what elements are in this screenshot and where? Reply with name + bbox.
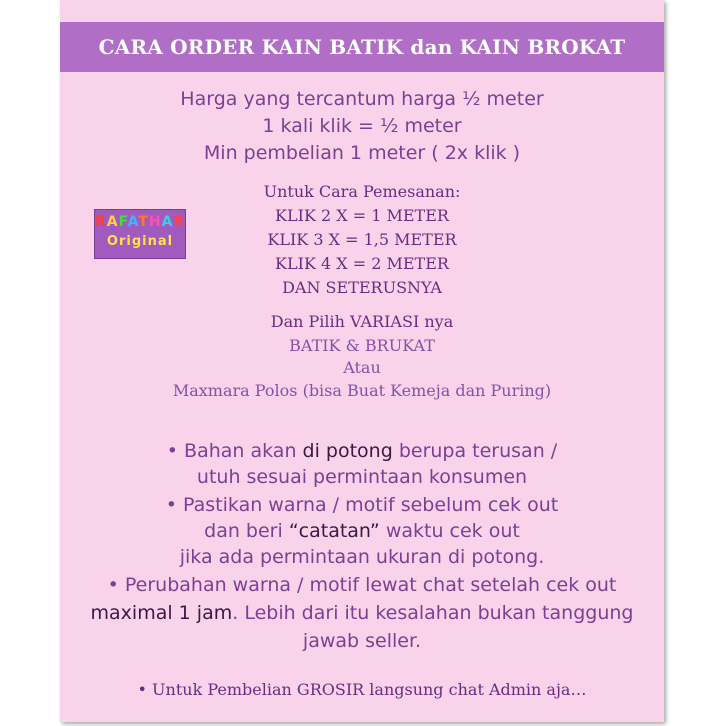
note-1-line-2: utuh sesuai permintaan konsumen	[196, 466, 528, 488]
note-1-line-1: • Bahan akan di potong berupa terusan /	[166, 440, 558, 462]
logo-line1: RAFATHAR	[95, 214, 186, 230]
variation-option-2: Maxmara Polos (bisa Buat Kemeja dan Puring)	[172, 381, 552, 400]
note-emphasis: maximal 1 jam	[90, 602, 233, 624]
note-4: • Untuk Pembelian GROSIR langsung chat Admin aja…	[137, 680, 587, 699]
variation-option-1: BATIK & BRUKAT	[289, 336, 435, 355]
info-card	[60, 0, 664, 722]
ordering-item: DAN SETERUSNYA	[282, 278, 442, 297]
note-3-line-2: maximal 1 jam. Lebih dari itu kesalahan bukan tanggung	[90, 602, 634, 624]
variation-heading: Dan Pilih VARIASI nya	[270, 312, 454, 331]
title-banner	[60, 22, 664, 72]
note-3-line-3: jawab seller.	[302, 630, 422, 652]
note-emphasis: “catatan”	[288, 520, 380, 542]
ordering-heading: Untuk Cara Pemesanan:	[263, 182, 461, 201]
note-2-line-2: dan beri “catatan” waktu cek out	[204, 520, 520, 542]
ordering-item: KLIK 4 X = 2 METER	[275, 254, 449, 273]
pricing-line-3: Min pembelian 1 meter ( 2x klik )	[203, 142, 521, 164]
note-3-line-1: • Perubahan warna / motif lewat chat setelah cek out	[107, 574, 617, 596]
pricing-line-2: 1 kali klik = ½ meter	[262, 115, 462, 137]
logo-line2: Original	[106, 234, 174, 249]
ordering-item: KLIK 3 X = 1,5 METER	[267, 230, 457, 249]
variation-or: Atau	[343, 358, 381, 377]
ordering-item: KLIK 2 X = 1 METER	[275, 206, 449, 225]
note-2-line-1: • Pastikan warna / motif sebelum cek out	[165, 494, 559, 516]
note-2-line-3: jika ada permintaan ukuran di potong.	[179, 546, 545, 568]
page-title: CARA ORDER KAIN BATIK dan KAIN BROKAT	[98, 35, 626, 59]
pricing-line-1: Harga yang tercantum harga ½ meter	[180, 88, 544, 110]
note-emphasis: di potong	[302, 440, 393, 462]
